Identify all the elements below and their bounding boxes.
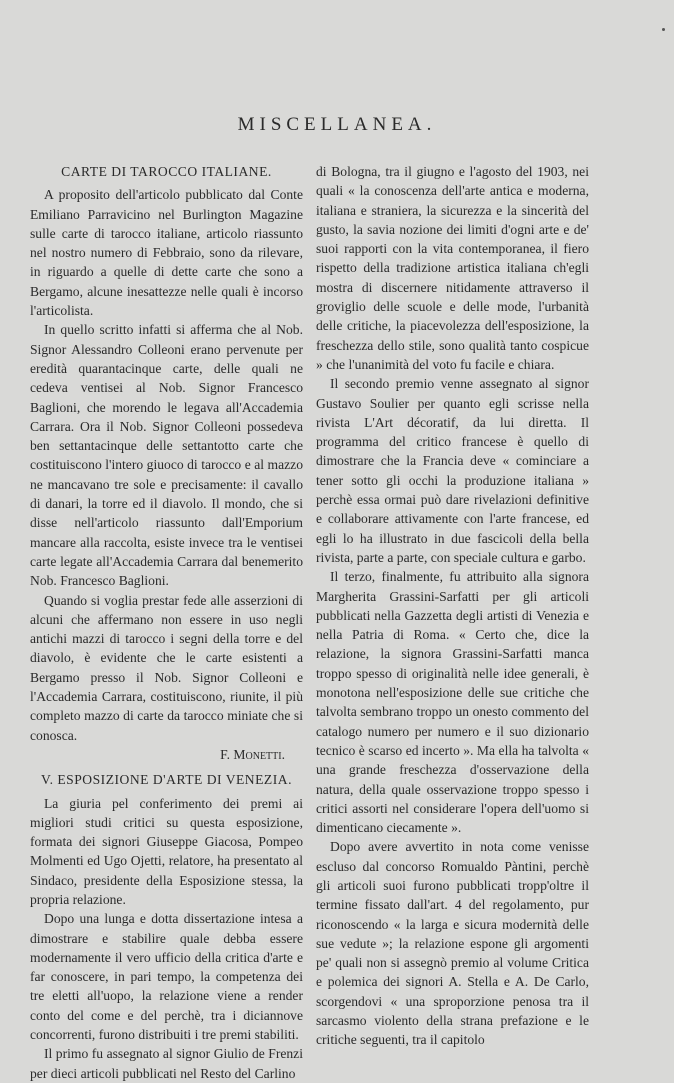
- section-title-esposizione: V. ESPOSIZIONE D'ARTE DI VENEZIA.: [41, 772, 292, 788]
- right-column: [316, 162, 589, 1050]
- paragraph: In quello scritto infatti si afferma che al Nob. Signor Alessandro Colleoni erano pervenute per eredità quarantacinque carte, delle quali ne cedeva ventisei al Nob. Signor Francesco Baglioni, che morendo le legava all'Accademia Carrara. Ora il Nob. Signor Colleoni possedeva ben settantacinque delle settantotto carte che costituiscono l'intero giuoco di tarocco e al mazzo ne mancavano tre sole e precisamente: il cavallo di danari, la torre ed il diavolo. Il mondo, che si disse nell'articolo riassunto dall'Emporium mancare alla raccolta, esiste invece tra le ventisei carte legate all'Accademia Carrara dal benemerito Nob. Francesco Baglioni.: [30, 322, 303, 589]
- paragraph: Il terzo, finalmente, fu attribuito alla signora Margherita Grassini-Sarfatti per gli articoli pubblicati nella Gazzetta degli artisti di Venezia e nella Patria di Roma. « Certo che, dice la relazione, la signora Grassini-Sarfatti manca troppo spesso di originalità nelle idee generali, è monotona nell'esposizione delle sue critiche che talvolta sembrano troppo un onesto commento del catalogo numero per numero e il suo dizionario tecnico è scarso ed incerto ». Ma ella ha talvolta « una grande freschezza d'osservazione della natura, della quale osservazione troppo spesso i critici assorti nel considerare l'opera dell'uomo si dimenticano ciecamente ».: [316, 569, 589, 836]
- paragraph: Quando si voglia prestar fede alle asserzioni di alcuni che affermano non essere in uso negli antichi mazzi di tarocco i segni della torre e del diavolo, è evidente che le carte esistenti a Bergamo presso il Nob. Signor Colleoni e l'Accademia Carrara, costituiscono, riunite, il più completo mazzo di carte da tarocco miniate che si conosca.: [30, 592, 303, 743]
- page-title: MISCELLANEA.: [237, 114, 437, 135]
- paragraph: Il primo fu assegnato al signor Giulio de Frenzi per dieci articoli pubblicati nel Resto del Carlino: [30, 1046, 303, 1081]
- author-signature: F. Monetti.: [220, 746, 285, 762]
- section-title-tarocco: CARTE DI TAROCCO ITALIANE.: [61, 164, 272, 179]
- left-column: [30, 162, 303, 1083]
- paragraph: A proposito dell'articolo pubblicato dal Conte Emiliano Parravicino nel Burlington Magazine sulle carte di tarocco italiane, articolo riassunto nel nostro numero di Febbraio, sono da rilevare, in riguardo a quelle di dette carte che sono a Bergamo, alcune inesattezze nelle quali è incorso l'articolista.: [30, 187, 303, 319]
- paragraph: Dopo una lunga e dotta dissertazione intesa a dimostrare e stabilire quale debba essere modernamente il vero ufficio della critica d'arte e far conoscere, in pari tempo, la competenza dei tre eletti all'uopo, la relazione viene a render conto del come e del perchè, tra i diciannove concorrenti, furono distribuiti i tre premi stabiliti.: [30, 911, 303, 1043]
- paragraph: Il secondo premio venne assegnato al signor Gustavo Soulier per quanto egli scrisse nella rivista L'Art décoratif, da lui diretta. Il programma del critico francese è quello di dimostrare che la Francia deve « cominciare a tener sotto gli occhi la produzione italiana » perchè essa ormai può dare rivelazioni definitive e collaborare attivamente con l'arte francese, ed egli lo ha illustrato in due fascicoli della bella rivista, parte a parte, con speciale cultura e garbo.: [316, 376, 589, 565]
- paragraph: Dopo avere avvertito in nota come venisse escluso dal concorso Romualdo Pàntini, perchè gli articoli suoi furono pubblicati tropp'oltre il termine fissato dall'art. 4 del regolamento, pur riconoscendo « la larga e sicura modernità delle sue vedute »; la relazione espone gli argomenti pe' quali non si assegnò premio al volume Critica e polemica dei signori A. Stella e A. De Carlo, scorgendovi « una sproporzione penosa tra il sarcasmo violento della strana prefazione e le critiche seguenti, tra il capitolo: [316, 839, 589, 1048]
- paragraph: di Bologna, tra il giugno e l'agosto del 1903, nei quali « la conoscenza dell'arte antica e moderna, italiana e straniera, la sicurezza e la sincerità del gusto, la savia nozione dei limiti d'ogni arte e de' suoi rapporti con la vita contemporanea, il fiero rispetto della tradizione artistica italiana ch'egli mostra di discernere nitidamente attraverso il groviglio delle scuole e delle mode, l'urbanità delle critiche, la piacevolezza dell'esposizione, la freschezza dello stile, sono qualità tanto cospicue » che l'unanimità del voto fu facile e chiara.: [316, 164, 589, 372]
- page-speck: [662, 28, 665, 31]
- paragraph: La giuria pel conferimento dei premi ai migliori studi critici su questa esposizione, formata dei signori Giuseppe Giacosa, Pompeo Molmenti ed Ugo Ojetti, relatore, ha presentato al Sindaco, presidente della Esposizione stessa, la propria relazione.: [30, 795, 303, 907]
